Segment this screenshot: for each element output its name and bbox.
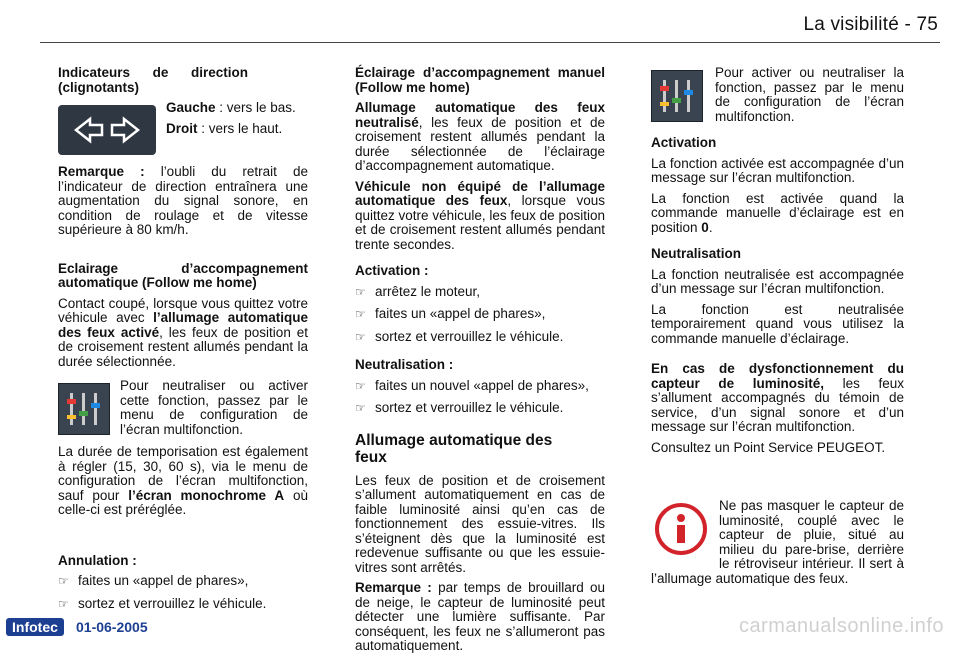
auto-paragraph: Les feux de position et de croisement s’allument automatiquement en cas de faible luminosité ainsi qu’en cas de fonctionnement des essuie-vitres. Ils s’éteignent dès que la luminosité est redevenue suffisante ou que les essuie-vitres sont arrêtés. — [355, 472, 605, 575]
manuel-heading: Éclairage d’accompagnement manuel (Follow me home) — [355, 65, 605, 95]
pointer-icon: ☞ — [355, 378, 366, 393]
info-warning-icon — [655, 503, 707, 555]
consultez-paragraph: Consultez un Point Service PEUGEOT. — [651, 439, 886, 455]
warning-block — [651, 499, 904, 586]
turn-signal-icon — [58, 105, 156, 155]
neutraliser-text: Pour neutraliser ou activer cette fonction, passez par le menu de configuration de l’écran multifonction. — [120, 378, 308, 437]
neutraliser-block — [58, 379, 308, 437]
duree-text-a: La durée de temporisation est également à régler (15, 30, 60 s), via le menu de configuration de l’écran multifonction, sauf pour — [58, 444, 308, 503]
activation-heading: Activation : — [355, 263, 429, 278]
allumage-bold: Allumage automatique des feux neutralisé — [355, 100, 605, 130]
header-rule — [40, 42, 940, 43]
droit-label: Droit — [166, 120, 198, 136]
activation-p2-bold: 0 — [701, 219, 709, 235]
non-equipe-paragraph — [355, 180, 605, 253]
activation-p2 — [651, 192, 904, 236]
watermark: carmanualsonline.info — [738, 615, 944, 637]
allumage-paragraph — [355, 101, 605, 174]
page-title: La visibilité - 75 — [803, 14, 938, 35]
list-item — [355, 285, 605, 300]
activation-p2-b: . — [708, 219, 713, 235]
settings-menu-icon — [651, 70, 703, 122]
neutralisation-item-2: sortez et verrouillez le véhicule. — [375, 400, 564, 415]
non-equipe-text: , lorsque vous quittez votre véhicule, les feux de position et de croisement restent allumés pendant trente secondes. — [355, 193, 606, 252]
auto-remarque-label: Remarque : — [355, 580, 432, 595]
gauche-label: Gauche — [166, 100, 216, 115]
activation-p2-a: La fonction est activée quand la commande manuelle d’éclairage est en position — [651, 190, 904, 235]
column-left — [58, 66, 308, 619]
duree-text-b: où celle-ci est préréglée. — [58, 487, 308, 517]
list-item — [355, 330, 605, 345]
activation-item-2: faites un «appel de phares», — [375, 306, 546, 321]
auto-section-title: Allumage automatique des feux — [355, 431, 553, 466]
pointer-icon: ☞ — [58, 596, 69, 611]
contact-text-a: Contact coupé, lorsque vous quittez votre véhicule avec — [58, 295, 308, 325]
allumage-text: , les feux de position et de croisement restent allumés pendant la durée sélectionnée de l’éclairage d’accompagnement automatique. — [355, 114, 605, 173]
remarque-paragraph — [58, 165, 308, 238]
list-item — [58, 597, 308, 612]
turn-signal-text — [166, 101, 308, 155]
annulation-heading: Annulation : — [58, 552, 137, 568]
column-middle — [355, 66, 605, 660]
remarque-label: Remarque : — [58, 164, 145, 179]
infotec-badge: Infotec — [6, 618, 64, 636]
intro-text: Pour activer ou neutraliser la fonction, passez par le menu de configuration de l’écran multifonction. — [715, 65, 904, 124]
activation-item-3: sortez et verrouillez le véhicule. — [375, 328, 564, 344]
turn-signal-block — [58, 101, 308, 155]
duree-bold: l’écran monochrome A — [128, 487, 285, 503]
annulation-item-2: sortez et verrouillez le véhicule. — [78, 595, 267, 611]
eclairage-heading: Eclairage d’accompagnement automatique (Follow me home) — [58, 260, 308, 290]
gauche-text: : vers le bas. — [215, 100, 296, 115]
neutralisation-p1: La fonction neutralisée est accompagnée d’un message sur l’écran multifonction. — [651, 266, 904, 296]
droit-text: : vers le haut. — [197, 120, 283, 136]
pointer-icon: ☞ — [355, 284, 366, 299]
pointer-icon: ☞ — [355, 307, 366, 321]
settings-menu-icon — [58, 383, 110, 435]
contact-text-b: , les feux de position et de croisement restent allumés pendant la durée sélectionnée. — [58, 324, 308, 369]
intro-block — [651, 66, 904, 124]
activation-heading: Activation — [651, 135, 717, 150]
annulation-item-1: faites un «appel de phares», — [78, 573, 249, 588]
dysfonction-bold: En cas de dysfonctionnement du capteur de luminosité, — [651, 361, 904, 391]
remarque-text: l’oubli du retrait de l’indicateur de direction entraînera une augmentation du signal sonore, en condition de roulage et de vitesse supérieure à 80 km/h. — [58, 164, 308, 237]
neutralisation-p2: La fonction est neutralisée temporairement quand vous utilisez la commande manuelle d’éclairage. — [651, 301, 904, 346]
neutralisation-heading: Neutralisation : — [355, 357, 454, 372]
list-item — [355, 379, 605, 394]
footer-date: 01-06-2005 — [76, 619, 148, 635]
pointer-icon: ☞ — [58, 574, 69, 588]
warning-text: Ne pas masquer le capteur de luminosité, couplé avec le capteur de pluie, situé au milieu du pare-brise, derrière le rétroviseur intérieur. Il sert à l’allumage automatique des feux. — [651, 498, 904, 586]
neutralisation-item-1: faites un nouvel «appel de phares», — [375, 377, 589, 393]
neutralisation-heading: Neutralisation — [651, 246, 742, 261]
non-equipe-bold: Véhicule non équipé de l’allumage automatique des feux — [355, 178, 605, 208]
activation-p1: La fonction activée est accompagnée d’un message sur l’écran multifonction. — [651, 155, 904, 185]
auto-remarque-paragraph — [355, 581, 605, 654]
dysfonction-paragraph — [651, 362, 904, 435]
contact-paragraph — [58, 297, 308, 370]
list-item — [58, 574, 308, 589]
activation-item-1: arrêtez le moteur, — [375, 283, 481, 299]
contact-bold: l’allumage automatique des feux activé — [58, 310, 308, 340]
duree-paragraph — [58, 445, 308, 518]
column-right — [651, 66, 904, 586]
auto-remarque-text: par temps de brouillard ou de neige, le capteur de luminosité peut détecter une lumière suffisante. Par conséquent, les feux ne s’allumeront pas automatiquement. — [355, 580, 605, 653]
list-item — [355, 401, 605, 416]
pointer-icon: ☞ — [355, 401, 366, 415]
pointer-icon: ☞ — [355, 329, 366, 344]
indicators-heading: Indicateurs de direction (clignotants) — [58, 65, 248, 95]
dysfonction-text: les feux s’allument accompagnés du témoin de service, d’un signal sonore et d’un message sur l’écran multifonction. — [651, 375, 904, 434]
list-item — [355, 307, 605, 322]
